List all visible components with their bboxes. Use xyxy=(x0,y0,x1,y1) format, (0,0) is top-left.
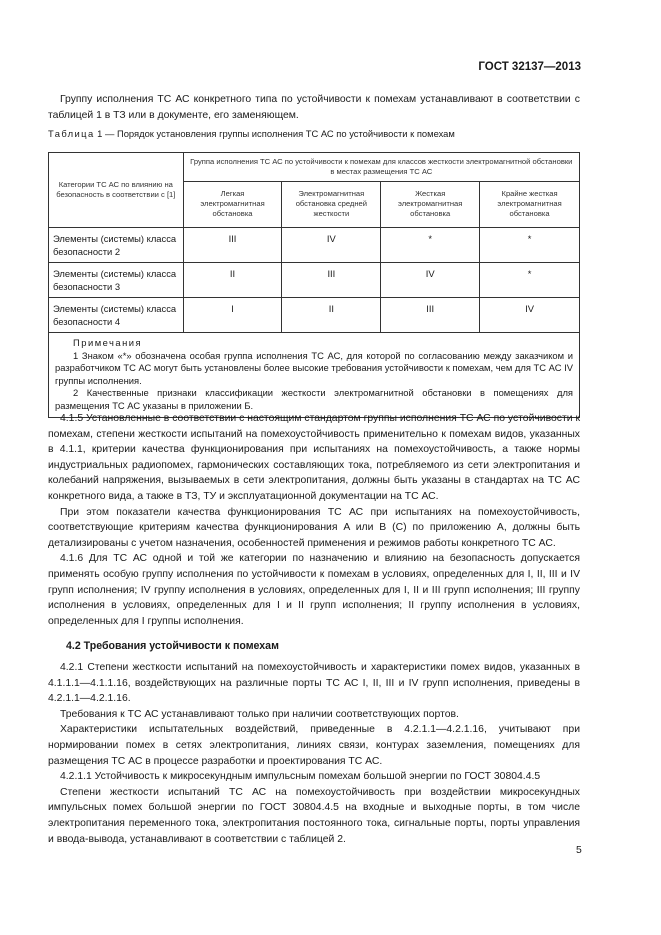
row-label: Элементы (системы) класса безопасности 4 xyxy=(49,298,184,333)
table-caption xyxy=(48,128,455,139)
table-cell: IV xyxy=(480,298,580,333)
paragraph-4-2-1-ports: Требования к ТС АС устанавливают только при наличии соответствующих портов. xyxy=(60,708,459,720)
notes-title: Примечания xyxy=(73,337,143,348)
table-caption-prefix: Таблица xyxy=(48,128,95,139)
table-cell: III xyxy=(381,298,480,333)
paragraph-4-1-6: 4.1.6 Для ТС АС одной и той же категории по назначению и влиянию на безопасность допускается применять особую группу исполнения по устойчивости к помехам в условиях, определенных для I, II, III и IV групп исполнения; IV группу исполнения в условиях, определенных для I, II и III групп исполнения; III группу исполнения в условиях, определенных для I и II групп исполнения; II группу исполнения в условиях, определенных для I группы исполнения. xyxy=(48,553,580,627)
table-header-row xyxy=(49,153,580,182)
table-cell: III xyxy=(183,228,282,263)
row-label: Элементы (системы) класса безопасности 3 xyxy=(49,263,184,298)
section-4-2 xyxy=(48,660,580,847)
column-header: Жесткая электромагнитная обстановка xyxy=(381,181,480,227)
table-notes-row xyxy=(49,333,580,418)
paragraph-4-2-1: 4.2.1 Степени жесткости испытаний на помехоустойчивость и характеристики помех видов, указанных в 4.1.1.1—4.1.1.16, воздействующих на различные порты ТС АС I, II, III и IV групп исполнения, приведены в 4.2.1.1—4.2.1.16. xyxy=(48,662,580,705)
paragraph-4-2-1-characteristics: Характеристики испытательных воздействий, приведенные в 4.2.1.1—4.2.1.16, учитывают при нормировании помех в сетях электропитания, линиях связи, контурах заземления, помещениях для размещения ТС АС в процессе разработки и проектирования ТС АС. xyxy=(48,724,580,767)
column-header: Электромагнитная обстановка средней жесткости xyxy=(282,181,381,227)
intro-text: Группу исполнения ТС АС конкретного типа по устойчивости к помехам устанавливают в соответствии с таблицей 1 в ТЗ или в документе, его заменяющем. xyxy=(48,94,580,121)
group-table xyxy=(48,152,580,418)
table-cell: I xyxy=(183,298,282,333)
table-notes xyxy=(49,333,580,418)
table-cell: III xyxy=(282,263,381,298)
paragraph-4-2-1-1-detail: Степени жесткости испытаний ТС АС на помехоустойчивость при воздействии микросекундных импульсных помех большой энергии по ГОСТ 30804.4.5 на входные и выходные порты, в том числе электропитания переменного тока, электропитания постоянного тока, сигнальные порты, порты управления и ввода-вывода, устанавливают в соответствии с таблицей 2. xyxy=(48,786,580,845)
paragraph-4-1-5: 4.1.5 Установленные в соответствии с настоящим стандартом группы исполнения ТС АС по устойчивости к помехам, степени жесткости испытаний на помехоустойчивость применительно к помехам видов, указанных в 4.1.1, критерии качества функционирования при испытаниях на помехоустойчивость, а также нормы индустриальных радиопомех, гармонических составляющих тока, потребляемого из сети электропитания и колебаний напряжения, вызываемых в сети электропитания, должны быть указаны в стандартах на ТС АС конкретного вида, а также в ТЗ, ТУ и эксплуатационной документации на ТС АС. xyxy=(48,413,580,502)
table-cell: II xyxy=(282,298,381,333)
table-row xyxy=(49,298,580,333)
column-header: Крайне жесткая электромагнитная обстановка xyxy=(480,181,580,227)
table-cell: II xyxy=(183,263,282,298)
column-header: Легкая электромагнитная обстановка xyxy=(183,181,282,227)
row-label: Элементы (системы) класса безопасности 2 xyxy=(49,228,184,263)
table-cell: * xyxy=(381,228,480,263)
table-cell: IV xyxy=(282,228,381,263)
table-cell: * xyxy=(480,228,580,263)
section-heading-4-2: 4.2 Требования устойчивости к помехам xyxy=(66,640,279,652)
group-header: Группа исполнения ТС АС по устойчивости к помехам для классов жесткости электромагнитной обстановки в местах размещения ТС АС xyxy=(183,153,579,182)
note-1: 1 Знаком «*» обозначена особая группа исполнения ТС АС, для которой по согласованию между заказчиком и разработчиком ТС АС могут быть установлены более высокие требования устойчивости к помехам, чем для ТС АС IV группы исполнения. xyxy=(55,349,573,386)
table-cell: * xyxy=(480,263,580,298)
paragraph-4-2-1-1: 4.2.1.1 Устойчивость к микросекундным импульсным помехам большой энергии по ГОСТ 30804.4.5 xyxy=(60,771,541,783)
paragraph-4-1-5-detail: При этом показатели качества функционирования ТС АС при испытаниях на помехоустойчивость, соответствующие критериям качества функционирования A или B (C) по приложению A, должны быть детализированы с учетом назначения, особенностей применения и режимов работы конкретного ТС АС. xyxy=(48,506,580,549)
category-header: Категории ТС АС по влиянию на безопасность в соответствии с [1] xyxy=(49,153,184,228)
table-cell: IV xyxy=(381,263,480,298)
section-4-1-5 xyxy=(48,411,580,629)
note-2: 2 Качественные признаки классификации жесткости электромагнитной обстановки в помещениях для размещения ТС АС указаны в приложении Б. xyxy=(55,387,573,411)
standard-number: ГОСТ 32137—2013 xyxy=(478,61,581,73)
page-number: 5 xyxy=(576,845,582,856)
table-row xyxy=(49,263,580,298)
intro-paragraph xyxy=(48,92,580,123)
table-caption-text: 1 — Порядок установления группы исполнения ТС АС по устойчивости к помехам xyxy=(94,128,455,139)
table-row xyxy=(49,228,580,263)
